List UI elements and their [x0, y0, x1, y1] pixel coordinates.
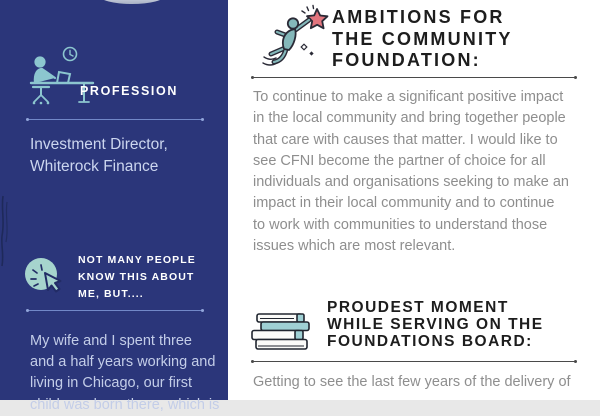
person-reaching-star-icon: [258, 5, 336, 71]
sidebar: [0, 0, 228, 413]
content-divider: [253, 361, 575, 362]
fact-body: My wife and I spent three and a half years working and living in Chicago, our first child was born there, which is: [30, 333, 220, 413]
fact-label: NOT MANY PEOPLE KNOW THIS ABOUT ME, BUT....: [78, 254, 196, 300]
sidebar-divider: [28, 119, 202, 120]
proudest-heading: PROUDEST MOMENT WHILE SERVING ON THE FOUNDATIONS BOARD:: [327, 299, 544, 350]
main-content: [228, 0, 600, 400]
cursor-click-icon: [25, 258, 57, 290]
edge-scribble-decoration: [0, 192, 10, 272]
ambitions-heading: AMBITIONS FOR THE COMMUNITY FOUNDATION:: [332, 7, 513, 70]
sidebar-divider: [28, 310, 202, 311]
content-divider: [253, 77, 575, 78]
profession-value: Investment Director, Whiterock Finance: [30, 136, 168, 175]
proudest-body: Getting to see the last few years of the delivery of: [253, 374, 571, 390]
profession-label: PROFESSION: [80, 84, 178, 98]
avatar-circle-partial: [99, 0, 165, 4]
books-stack-icon: [248, 312, 318, 356]
ambitions-body: To continue to make a significant positive impact in the local community and bring together people that care with causes that matter. I would like to see CFNI become the partner of choice for all individuals and organisations seeking to make an impact in their local community and to continue to work with communities to understand those issues which are most relevant.: [253, 89, 569, 255]
